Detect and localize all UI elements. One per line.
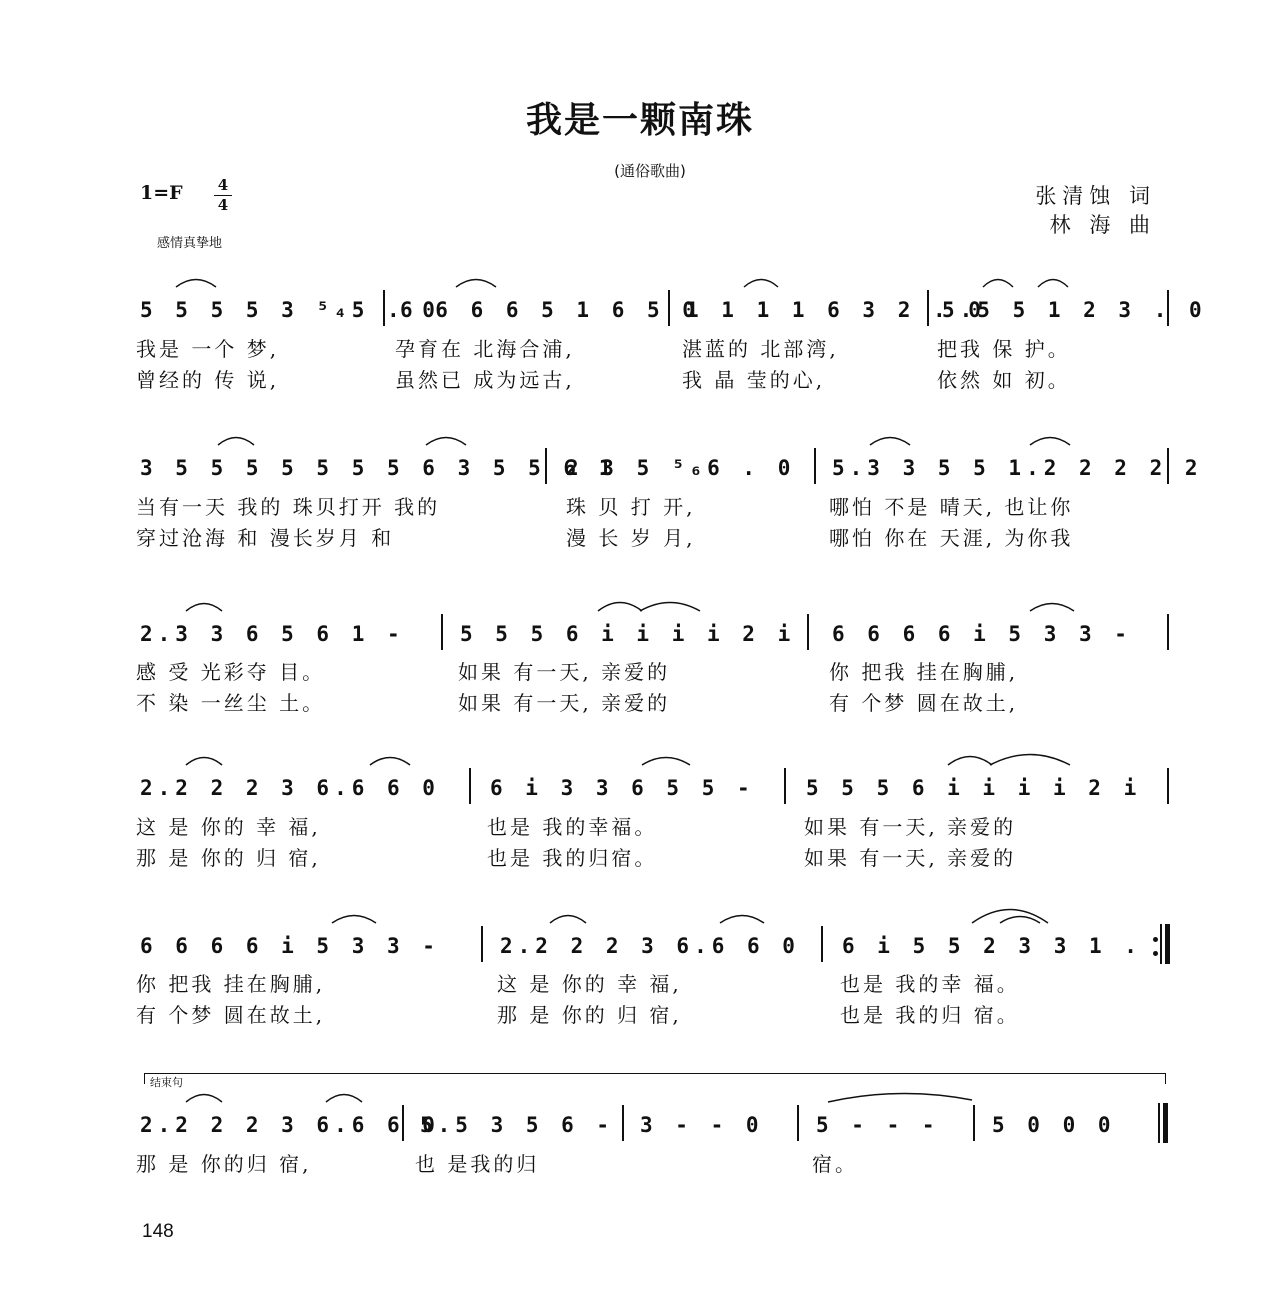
measure-notes: 5.5 3 5 6 - bbox=[420, 1113, 615, 1137]
time-signature-top: 4 bbox=[217, 176, 229, 194]
lyric-line: 也是 我的归宿。 bbox=[487, 846, 658, 870]
measure-notes: 2.3 3 6 5 6 1 - bbox=[140, 622, 405, 646]
slur bbox=[720, 916, 764, 924]
lyric-line: 这 是 你的 幸 福, bbox=[497, 972, 682, 996]
measure-notes: 5.5 5 1 2 3 . 0 bbox=[942, 298, 1207, 322]
slur bbox=[218, 438, 254, 446]
lyric-line: 也是 我的幸福。 bbox=[487, 815, 658, 839]
page-number: 148 bbox=[142, 1221, 174, 1242]
lyric-line: 把我 保 护。 bbox=[937, 337, 1071, 361]
slur bbox=[186, 758, 222, 766]
lyric-line: 哪怕 你在 天涯, 为你我 bbox=[829, 526, 1074, 550]
measure-notes: 2 3 5 ⁵₆6 . 0 bbox=[566, 456, 796, 480]
lyric-line: 也 是我的归 bbox=[415, 1152, 540, 1176]
song-title: 我是一颗南珠 bbox=[525, 99, 754, 141]
lyric-line: 你 把我 挂在胸脯, bbox=[136, 972, 326, 996]
lyric-line: 如果 有一天, 亲爱的 bbox=[804, 815, 1017, 839]
slur bbox=[1030, 604, 1074, 612]
slur bbox=[1030, 438, 1070, 446]
measure-notes: 2.2 2 2 3 6.6 6 0 bbox=[140, 1113, 440, 1137]
slur bbox=[640, 603, 700, 612]
slur bbox=[550, 916, 586, 924]
lyric-line: 漫 长 岁 月, bbox=[566, 526, 696, 550]
lyric-line: 如果 有一天, 亲爱的 bbox=[804, 846, 1017, 870]
lyric-line: 湛蓝的 北部湾, bbox=[682, 337, 839, 361]
measure-notes: 5 5 5 5 3 ⁵₄5 . 0 bbox=[140, 298, 440, 322]
lyric-line: 那 是 你的 归 宿, bbox=[136, 846, 321, 870]
slur bbox=[598, 603, 642, 612]
lyric-line: 虽然已 成为远古, bbox=[395, 368, 575, 392]
lyric-line: 珠 贝 打 开, bbox=[566, 495, 696, 519]
slur bbox=[642, 758, 690, 766]
composer-credit: 林 海 曲 bbox=[1049, 213, 1156, 237]
tempo-marking: 感情真挚地 bbox=[157, 236, 223, 251]
slur bbox=[870, 438, 910, 446]
lyric-line: 有 个梦 圆在故土, bbox=[829, 691, 1019, 715]
measure-notes: 2.2 2 2 3 6.6 6 0 bbox=[500, 934, 800, 958]
lyric-line: 那 是 你的 归 宿, bbox=[497, 1003, 682, 1027]
slur bbox=[1000, 917, 1040, 924]
measure-notes: 5 - - - bbox=[816, 1113, 940, 1137]
lyric-line: 依然 如 初。 bbox=[937, 368, 1071, 392]
slur bbox=[990, 755, 1070, 766]
slur bbox=[983, 280, 1013, 288]
measure-notes: 2.2 2 2 3 6.6 6 0 bbox=[140, 776, 440, 800]
measure-notes: 1 1 1 1 6 3 2 . 0 bbox=[686, 298, 986, 322]
slur bbox=[326, 1095, 362, 1103]
slur bbox=[426, 438, 466, 446]
lyric-line: 感 受 光彩夺 目。 bbox=[136, 660, 326, 684]
lyric-line: 哪怕 不是 晴天, 也让你 bbox=[829, 495, 1074, 519]
slur bbox=[176, 280, 216, 288]
lyricist-credit: 张清蚀 词 bbox=[1035, 184, 1156, 208]
lyric-line: 当有一天 我的 珠贝打开 我的 bbox=[136, 495, 441, 519]
measure-notes: 3 5 5 5 5 5 5 5 6 3 5 5 6 1 bbox=[140, 456, 617, 480]
lyric-line: 也是 我的归 宿。 bbox=[840, 1003, 1020, 1027]
measure-notes: 6 6 6 6 i 5 3 3 - bbox=[140, 934, 440, 958]
measure-notes: 5.3 3 5 5 1.2 2 2 2 2 bbox=[832, 456, 1203, 480]
slur bbox=[456, 280, 496, 288]
measure-notes: 6 6 6 6 5 1 6 5 0 bbox=[400, 298, 700, 322]
slur bbox=[186, 1095, 222, 1103]
measure-notes: 5 0 0 0 bbox=[992, 1113, 1116, 1137]
lyric-line: 我 晶 莹的心, bbox=[682, 368, 826, 392]
lyric-line: 曾经的 传 说, bbox=[136, 368, 280, 392]
time-signature-bottom: 4 bbox=[217, 196, 229, 214]
lyric-line: 也是 我的幸 福。 bbox=[840, 972, 1020, 996]
lyric-line: 这 是 你的 幸 福, bbox=[136, 815, 321, 839]
lyric-line: 孕育在 北海合浦, bbox=[395, 337, 575, 361]
measure-notes: 6 i 5 5 2 3 3 1 . bbox=[842, 934, 1142, 958]
lyric-line: 有 个梦 圆在故土, bbox=[136, 1003, 326, 1027]
slur bbox=[186, 604, 222, 612]
measure-notes: 6 i 3 3 6 5 5 - bbox=[490, 776, 755, 800]
slur bbox=[1038, 280, 1068, 288]
measure-notes: 3 - - 0 bbox=[640, 1113, 764, 1137]
lyric-line: 那 是 你的归 宿, bbox=[136, 1152, 312, 1176]
lyric-line: 你 把我 挂在胸脯, bbox=[829, 660, 1019, 684]
lyric-line: 宿。 bbox=[812, 1152, 858, 1176]
measure-notes: 6 6 6 6 i 5 3 3 - bbox=[832, 622, 1132, 646]
key-signature: 1=F bbox=[140, 182, 183, 204]
song-genre: (通俗歌曲) bbox=[614, 162, 686, 180]
lyric-line: 如果 有一天, 亲爱的 bbox=[458, 660, 671, 684]
coda-label: 结束句 bbox=[150, 1076, 183, 1089]
slur bbox=[332, 916, 376, 924]
slur bbox=[948, 757, 992, 766]
slur bbox=[828, 1093, 972, 1102]
measure-notes: 5 5 5 6 i i i i 2 i bbox=[806, 776, 1142, 800]
slur bbox=[744, 280, 778, 288]
lyric-line: 不 染 一丝尘 土。 bbox=[136, 691, 326, 715]
measure-notes: 5 5 5 6 i i i i 2 i bbox=[460, 622, 796, 646]
lyric-line: 如果 有一天, 亲爱的 bbox=[458, 691, 671, 715]
lyric-line: 我是 一个 梦, bbox=[136, 337, 280, 361]
slur bbox=[370, 758, 410, 766]
lyric-line: 穿过沧海 和 漫长岁月 和 bbox=[136, 526, 395, 550]
